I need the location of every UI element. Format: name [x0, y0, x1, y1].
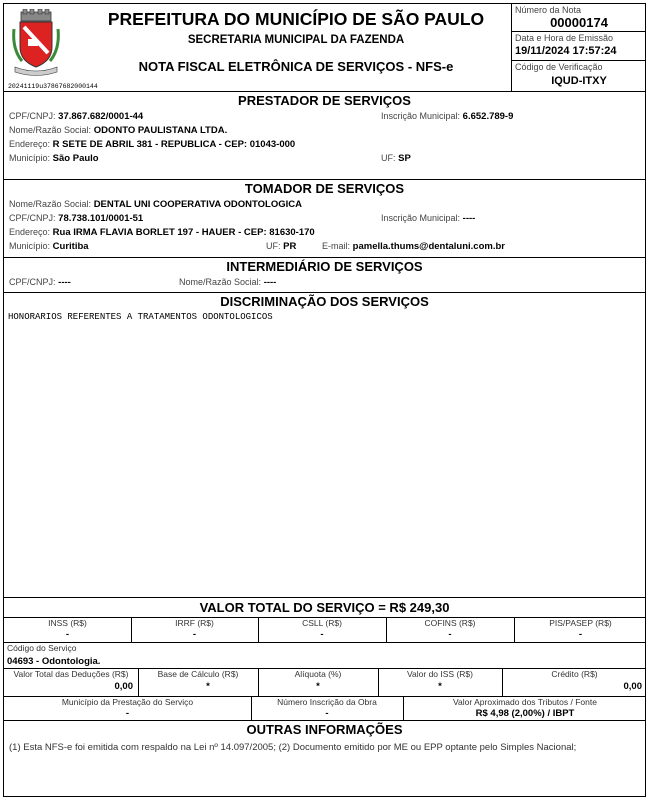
tomador-im-value: ----	[462, 213, 476, 224]
tomador-email-row	[322, 241, 505, 252]
verificacao-label: Código de Verificação	[515, 62, 603, 72]
valor-iss-value: *	[438, 681, 442, 692]
tomador-uf-label: UF:	[266, 241, 281, 251]
nota-number-label: Número da Nota	[515, 5, 582, 15]
prestador-municipio-row	[9, 153, 99, 164]
prestador-endereco-value: R SETE DE ABRIL 381 - REPUBLICA - CEP: 01043-000	[52, 139, 296, 150]
prestador-nome-value: ODONTO PAULISTANA LTDA.	[93, 125, 228, 136]
city-title: PREFEITURA DO MUNICÍPIO DE SÃO PAULO	[107, 9, 485, 29]
nfse-document	[3, 3, 646, 797]
prestador-nome-label: Nome/Razão Social:	[9, 125, 92, 135]
base-calculo-value: *	[206, 681, 210, 692]
credito-value: 0,00	[623, 681, 642, 692]
tomador-municipio-label: Município:	[9, 241, 51, 251]
cofins-label: COFINS (R$)	[424, 618, 476, 628]
intermediario-cpf-row	[9, 277, 71, 288]
aliquota-value: *	[316, 681, 320, 692]
prestador-im-label: Inscrição Municipal:	[381, 111, 461, 121]
deducoes-value: 0,00	[114, 681, 133, 692]
city-coat-of-arms-logo	[12, 9, 60, 79]
tomador-uf-value: PR	[283, 241, 297, 252]
barcode-reference-text: 20241119u37867682000144	[8, 83, 98, 90]
intermediario-cpf-label: CPF/CNPJ:	[9, 277, 56, 287]
codigo-servico-value: 04693 - Odontologia.	[7, 656, 101, 667]
tomador-email-value: pamella.thums@dentaluni.com.br	[352, 241, 505, 252]
tomador-cpf-row	[9, 213, 143, 224]
tomador-section-title: TOMADOR DE SERVIÇOS	[244, 181, 405, 196]
tomador-im-label: Inscrição Municipal:	[381, 213, 461, 223]
credito-label: Crédito (R$)	[551, 669, 598, 679]
tomador-nome-value: DENTAL UNI COOPERATIVA ODONTOLOGICA	[93, 199, 302, 210]
outras-informacoes-title: OUTRAS INFORMAÇÕES	[246, 722, 403, 737]
intermediario-section-title: INTERMEDIÁRIO DE SERVIÇOS	[226, 259, 423, 274]
prestador-municipio-label: Município:	[9, 153, 51, 163]
csll-value: -	[320, 629, 324, 640]
tomador-cpf-label: CPF/CNPJ:	[9, 213, 56, 223]
tomador-uf-row	[266, 241, 296, 252]
nota-number-value: 00000174	[550, 15, 608, 30]
tomador-nome-label: Nome/Razão Social:	[9, 199, 92, 209]
tomador-email-label: E-mail:	[322, 241, 351, 251]
inss-label: INSS (R$)	[48, 618, 87, 628]
discriminacao-section-title: DISCRIMINAÇÃO DOS SERVIÇOS	[220, 294, 429, 309]
outras-informacoes-text: (1) Esta NFS-e foi emitida com respaldo na Lei nº 14.097/2005; (2) Documento emitido por ME ou EPP optante pelo Simples Nacional;	[9, 742, 577, 753]
prestador-uf-value: SP	[398, 153, 411, 164]
emissao-label: Data e Hora de Emissão	[515, 33, 614, 43]
irrf-value: -	[192, 629, 197, 640]
prestador-cpf-value: 37.867.682/0001-44	[58, 111, 144, 122]
municipio-prestacao-value: -	[125, 708, 130, 719]
aliquota-label: Alíquota (%)	[294, 669, 342, 679]
intermediario-nome-label: Nome/Razão Social:	[179, 277, 262, 287]
prestador-nome-row	[9, 125, 227, 136]
prestador-cpf-label: CPF/CNPJ:	[9, 111, 56, 121]
prestador-municipio-value: São Paulo	[52, 153, 99, 164]
deducoes-label: Valor Total das Deduções (R$)	[13, 669, 129, 679]
tomador-endereco-row	[9, 227, 315, 238]
tomador-municipio-value: Curitiba	[52, 241, 89, 252]
tributos-aproximados-label: Valor Aproximado dos Tributos / Fonte	[453, 697, 597, 707]
document-title: NOTA FISCAL ELETRÔNICA DE SERVIÇOS - NFS-e	[138, 59, 454, 74]
tomador-endereco-label: Endereço:	[9, 227, 51, 237]
irrf-label: IRRF (R$)	[175, 618, 214, 628]
secretaria-subtitle: SECRETARIA MUNICIPAL DA FAZENDA	[187, 34, 405, 46]
discriminacao-text: HONORARIOS REFERENTES A TRATAMENTOS ODONTOLOGICOS	[8, 312, 273, 322]
codigo-servico-label: Código do Serviço	[7, 643, 77, 653]
prestador-endereco-label: Endereço:	[9, 139, 51, 149]
tributos-aproximados-value: R$ 4,98 (2,00%) / IBPT	[475, 708, 575, 719]
cofins-value: -	[448, 629, 452, 640]
inscricao-obra-value: -	[325, 708, 329, 719]
intermediario-cpf-value: ----	[58, 277, 71, 288]
intermediario-nome-value: ----	[263, 277, 277, 288]
pis-pasep-value: -	[578, 629, 583, 640]
prestador-im-row	[381, 111, 513, 122]
valor-total: VALOR TOTAL DO SERVIÇO = R$ 249,30	[199, 600, 450, 615]
tomador-endereco-value: Rua IRMA FLAVIA BORLET 197 - HAUER - CEP: 81630-170	[52, 227, 315, 238]
tomador-municipio-row	[9, 241, 89, 252]
tomador-nome-row	[9, 199, 302, 210]
base-calculo-label: Base de Cálculo (R$)	[157, 669, 239, 679]
inscricao-obra-label: Número Inscrição da Obra	[277, 697, 377, 707]
inss-value: -	[65, 629, 70, 640]
prestador-uf-label: UF:	[381, 153, 396, 163]
municipio-prestacao-label: Município da Prestação do Serviço	[61, 697, 194, 707]
pis-pasep-label: PIS/PASEP (R$)	[549, 618, 612, 628]
prestador-im-value: 6.652.789-9	[462, 111, 514, 122]
verificacao-value: IQUD-ITXY	[551, 75, 607, 87]
prestador-endereco-row	[9, 139, 295, 150]
emissao-value: 19/11/2024 17:57:24	[515, 45, 617, 57]
prestador-uf-row	[381, 153, 411, 164]
csll-label: CSLL (R$)	[302, 618, 342, 628]
tomador-im-row	[381, 213, 475, 224]
valor-iss-label: Valor do ISS (R$)	[407, 669, 473, 679]
prestador-section-title: PRESTADOR DE SERVIÇOS	[238, 93, 411, 108]
intermediario-nome-row	[179, 277, 276, 288]
prestador-cpf-row	[9, 111, 143, 122]
tomador-cpf-value: 78.738.101/0001-51	[58, 213, 144, 224]
